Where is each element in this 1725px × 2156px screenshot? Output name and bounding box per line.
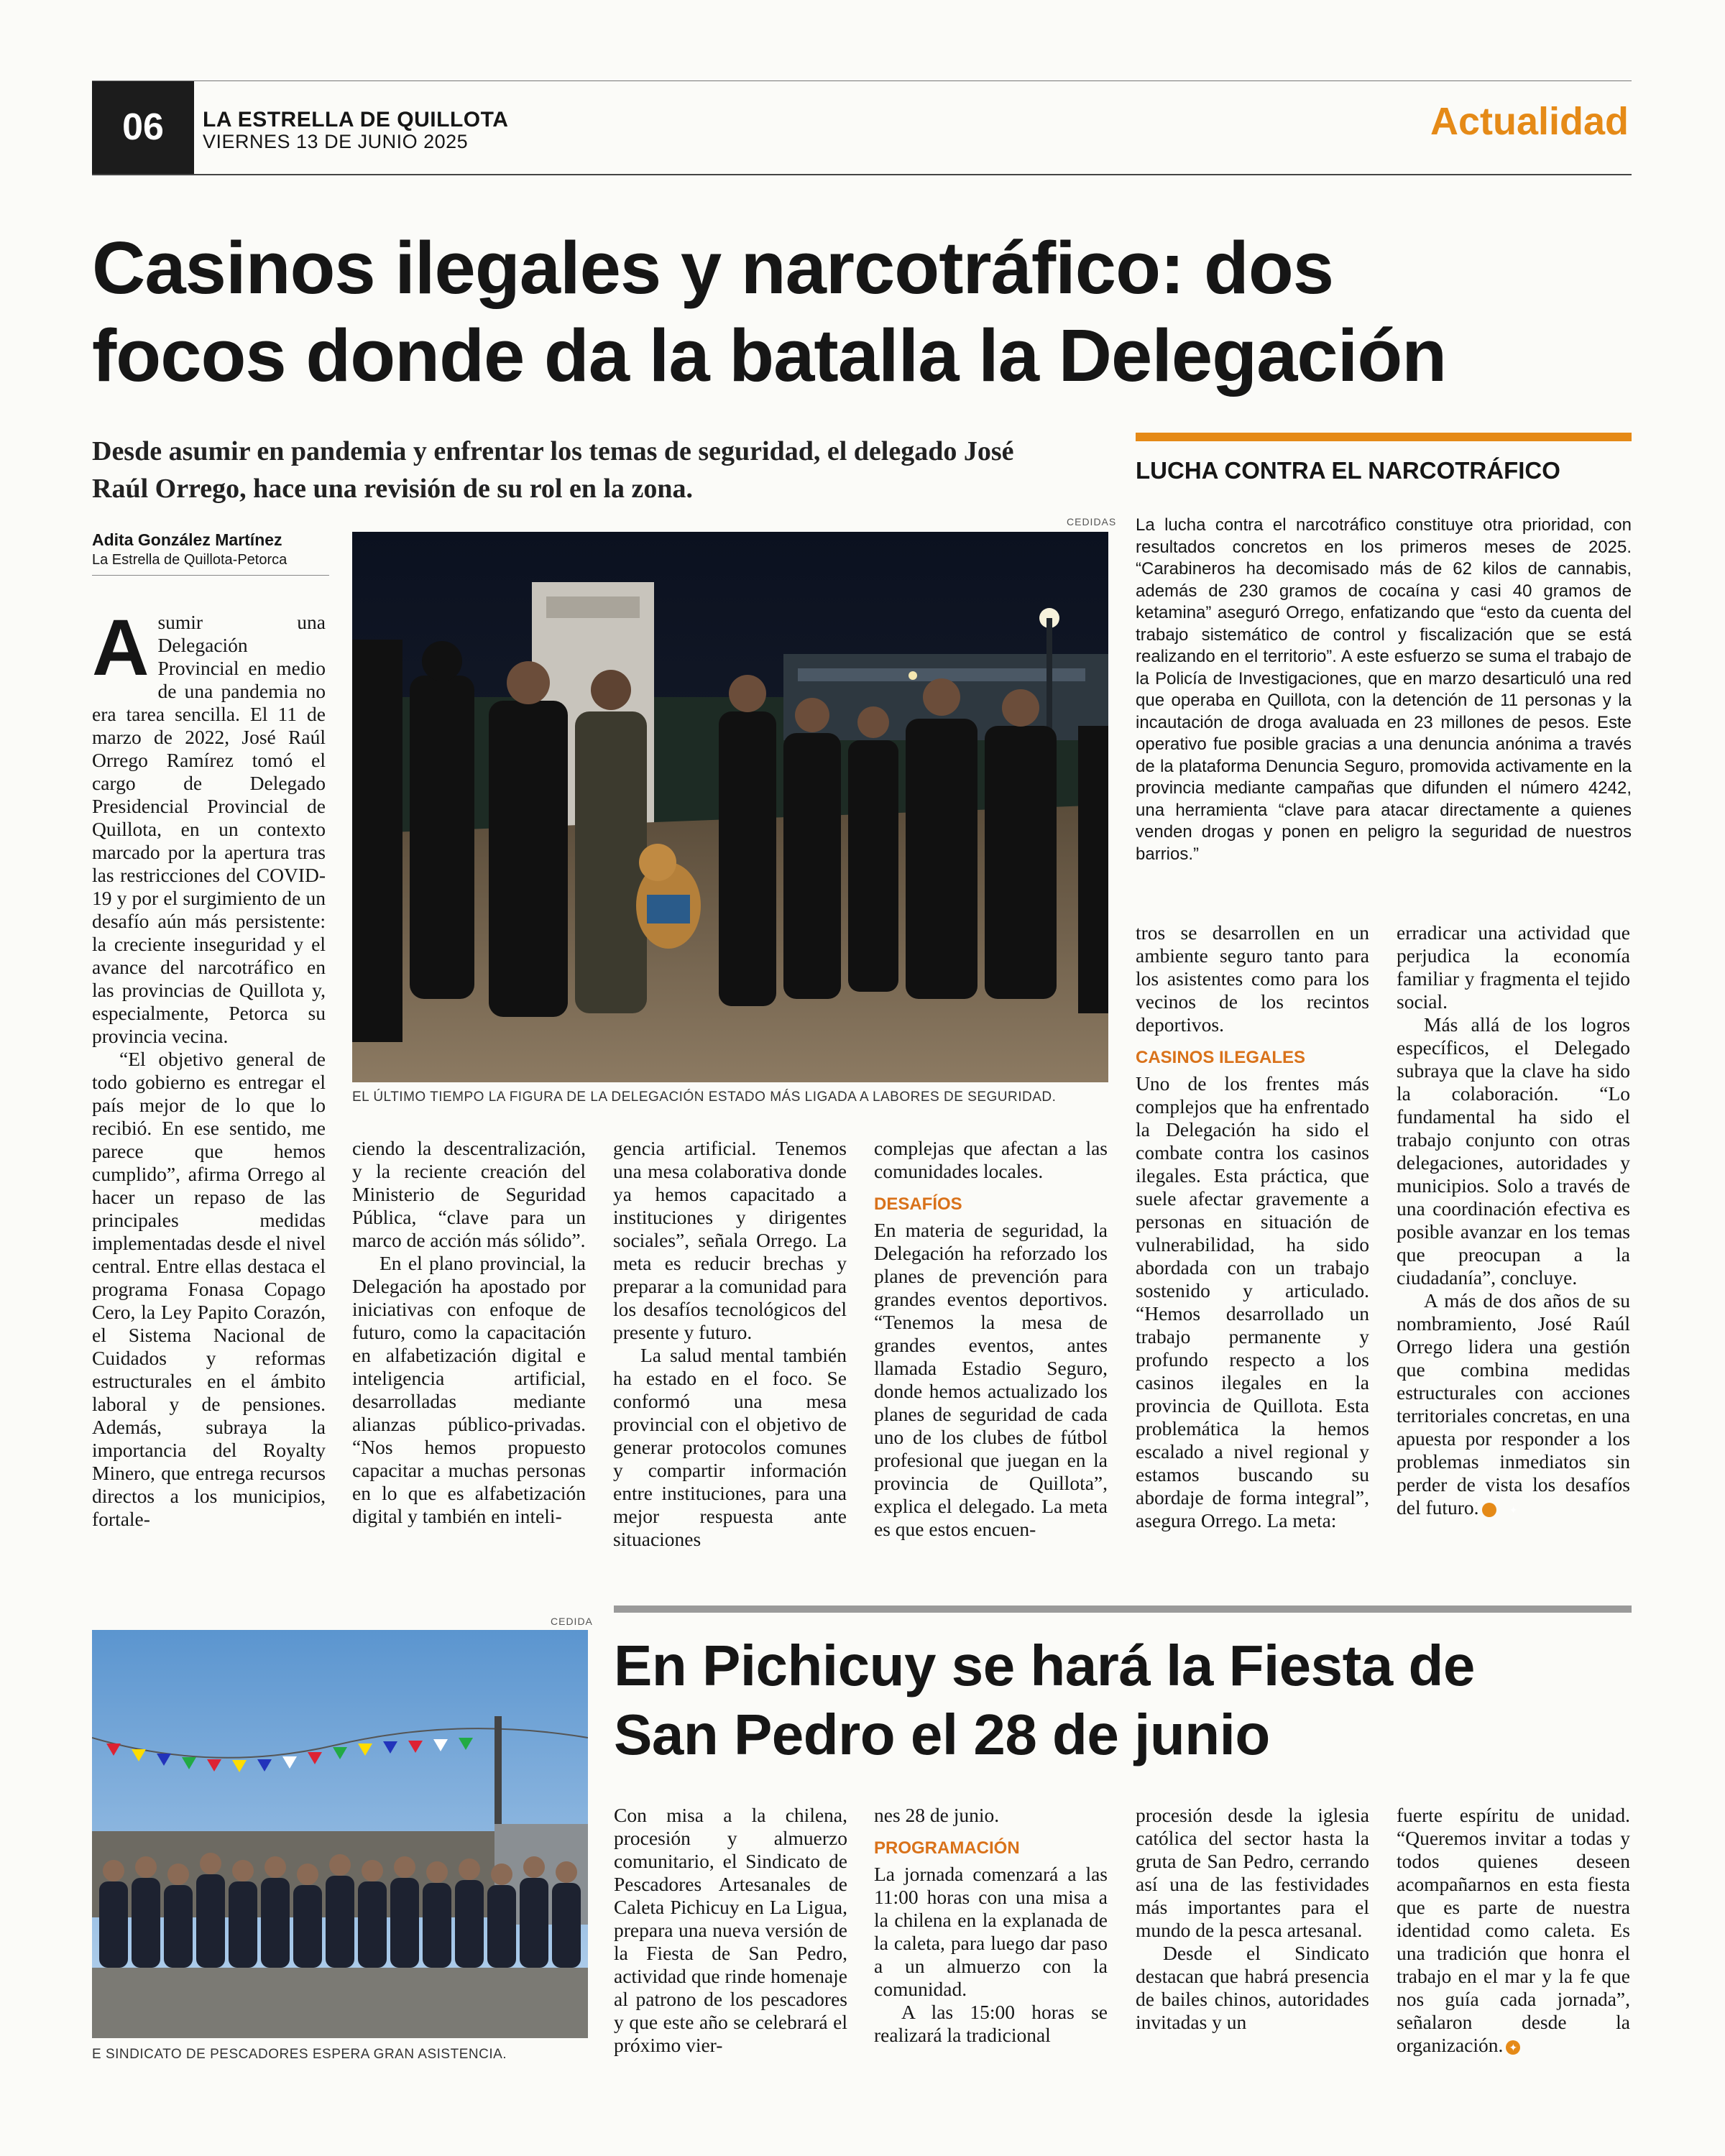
subhead-programacion: PROGRAMACIÓN xyxy=(874,1838,1020,1858)
a2-col3-paragraph-1: procesión desde la iglesia católica del sector hasta la gruta de San Pedro, cerrando así una de las festividades más importantes para el mundo de la pesca artesanal. xyxy=(1136,1804,1369,1941)
col6-paragraph-2: Más allá de los logros específicos, el Delegado subraya que la clave ha sido la colaboración. “Lo fundamental ha sido el trabajo conjunto con otras delegaciones, autoridades y municipios. Solo a través de una coordinación efectiva es posible avanzar en los temas que preocupan a la ciudadanía”, concluye. xyxy=(1397,1013,1630,1289)
col3-paragraph-2: La salud mental también ha estado en el foco. Se conformó una mesa provincial con el objetivo de generar protocolos comunes y compartir información entre instituciones, para una mejor respuesta ante situaciones xyxy=(613,1344,847,1550)
section-label: Actualidad xyxy=(1430,100,1629,143)
col4-paragraph-2: En materia de seguridad, la Delegación ha reforzado los planes de prevención para grandes eventos deportivos. “Tenemos la mesa de grandes eventos, antes llamada Estadio Seguro, donde hemos actualizado los planes de seguridad de cada uno de los clubes de fútbol profesional que juegan en la provincia de Quillota”, explica el delegado. La meta es que estos encuen- xyxy=(874,1219,1108,1540)
col5-paragraph-2: Uno de los frentes más complejos que ha enfrentado la Delegación ha sido el combate contra los casinos ilegales. Esta práctica, que suele afectar gravemente a personas en situación de vulnerabilidad, ha sido abordada con un trabajo sostenido y articulado. “Hemos desarrollado un trabajo permanente y profundo respecto a los casinos ilegales en la provincia de Quillota. Esta problemática la hemos escalado a nivel regional y estamos buscando su abordaje de forma integral”, asegura Orrego. La meta: xyxy=(1136,1072,1369,1531)
article1-col1 xyxy=(92,604,326,1531)
photo2-credit: CEDIDA xyxy=(551,1616,593,1627)
col1-paragraph-1: Asumir una Delegación Provincial en medio de una pandemia no era tarea sencilla. El 11 de marzo de 2022, José Raúl Orrego Ramírez tomó el cargo de Delegado Presidencial Provincial de Quillota, en un contexto marcado por la apertura tras las restricciones del COVID-19 y por el surgimiento de un desafío aún más persistente: la creciente inseguridad y el avance del narcotráfico en las provincias de Quillota y, especialmente, Petorca su provincia vecina. xyxy=(92,604,326,1047)
top-rule xyxy=(92,80,1632,81)
sidebar-accent-bar xyxy=(1136,433,1632,441)
col3-paragraph-1: gencia artificial. Tenemos una mesa colaborativa donde ya hemos capacitado a instituciones y dirigentes sociales”, señala Orrego. La meta es reducir brechas y preparar a la comunidad para los desafíos tecnológicos del presente y futuro. xyxy=(613,1137,847,1343)
header-rule xyxy=(92,174,1632,175)
subhead-casinos: CASINOS ILEGALES xyxy=(1136,1048,1306,1067)
article-separator xyxy=(614,1606,1632,1613)
main-photo xyxy=(352,532,1108,1082)
sidebar-text: La lucha contra el narcotráfico constituye otra prioridad, con resultados concretos en los primeros meses de 2025. “Carabineros ha decomisado más de 62 kilos de cannabis, además de 230 gramos de cocaína y casi 40 gramos de ketamina” aseguró Orrego, enfatizando que “esto da cuenta del trabajo sistemático de control y fiscalización que se está realizando en el territorio”. A este esfuerzo se suma el trabajo de la Policía de Investigaciones, que en marzo desarticuló una red que operaba en Quillota, con la detención de 11 personas y la incautación de droga avaluada en 23 millones de pesos. Este operativo fue posible gracias a una denuncia anónima a través de la plataforma Denuncia Seguro, promovida activamente en la provincia mediante campañas que difunden el número 4242, una herramienta “clave para atacar directamente a quienes venden drogas y ponen en peligro la seguridad de nuestros barrios.” xyxy=(1136,515,1632,864)
col5-paragraph-1: tros se desarrollen en un ambiente seguro tanto para los asistentes como para los vecinos de los recintos deportivos. xyxy=(1136,921,1369,1036)
fishermen-group-photo-illustration xyxy=(92,1630,588,2038)
article2-col1 xyxy=(614,1804,847,2057)
col4-paragraph-1: complejas que afectan a las comunidades locales. xyxy=(874,1137,1108,1182)
article1-col4 xyxy=(874,1137,1108,1541)
secondary-headline-line1: En Pichicuy se hará la Fiesta de xyxy=(614,1634,1475,1697)
article2-col4 xyxy=(1397,1804,1630,2057)
a2-col1-paragraph: Con misa a la chilena, procesión y almuerzo comunitario, el Sindicato de Pescadores Artesanales de Caleta Pichicuy en La Ligua, prepara una nueva versión de la Fiesta de San Pedro, actividad que rinde homenaje al patrono de los pescadores y que este año se celebrará el próximo vier- xyxy=(614,1804,847,2056)
main-headline xyxy=(92,224,1637,400)
a2-col3-paragraph-2: Desde el Sindicato destacan que habrá presencia de bailes chinos, autoridades invitadas y un xyxy=(1136,1942,1369,2033)
article1-col6 xyxy=(1397,921,1630,1519)
subhead-desafios: DESAFÍOS xyxy=(874,1194,962,1214)
fiesta-photo xyxy=(92,1630,588,2038)
end-mark-icon: ✦ xyxy=(1482,1503,1496,1517)
main-headline-line2: focos donde da la batalla la Delegación xyxy=(92,314,1447,397)
col6-paragraph-1: erradicar una actividad que perjudica la economía familiar y fragmenta el tejido social. xyxy=(1397,921,1630,1013)
article1-col2 xyxy=(352,1137,586,1528)
col2-paragraph-2: En el plano provincial, la Delegación ha apostado por iniciativas con enfoque de futuro, como la capacitación en alfabetización digital e inteligencia artificial, desarrolladas mediante alianzas público-privadas. “Nos hemos propuesto capacitar a muchas personas en lo que es alfabetización digital y también en inteli- xyxy=(352,1252,586,1527)
end-mark-icon: ✦ xyxy=(1506,2040,1520,2055)
a2-col2-paragraph-2: La jornada comenzará a las 11:00 horas con una misa a la chilena en la explanada de la caleta, para luego dar paso a un almuerzo con la comunidad. xyxy=(874,1863,1108,2000)
a2-col2-paragraph-3: A las 15:00 horas se realizará la tradicional xyxy=(874,2001,1108,2046)
article2-col3 xyxy=(1136,1804,1369,2034)
issue-date: VIERNES 13 DE JUNIO 2025 xyxy=(203,131,469,152)
article2-col2 xyxy=(874,1804,1108,2047)
author-org: La Estrella de Quillota-Petorca xyxy=(92,552,288,568)
main-headline-line1: Casinos ilegales y narcotráfico: dos xyxy=(92,226,1334,309)
fiesta-photo-caption: E SINDICATO DE PESCADORES ESPERA GRAN ASISTENCIA. xyxy=(92,2047,507,2062)
a2-col4-paragraph: fuerte espíritu de unidad. “Queremos invitar a todas y todos quienes deseen acompañarnos en esta fiesta que es parte de nuestra identidad como caleta. Es una tradición que honra el trabajo en el mar y la fe que nos guía cada jornada”, señalaron desde la organización. ✦ xyxy=(1397,1804,1630,2056)
byline-rule xyxy=(92,575,329,576)
newspaper-name: LA ESTRELLA DE QUILLOTA xyxy=(203,108,509,132)
col6-paragraph-3: A más de dos años de su nombramiento, José Raúl Orrego lidera una gestión que combina medidas estructurales con acciones territoriales concretas, en una apuesta por responder a los problemas inmediatos sin perder de vista los desafíos del futuro. ✦ xyxy=(1397,1289,1630,1519)
night-plaza-photo-illustration xyxy=(352,532,1108,1082)
article1-col3 xyxy=(613,1137,847,1551)
main-photo-caption: EL ÚLTIMO TIEMPO LA FIGURA DE LA DELEGACIÓN ESTADO MÁS LIGADA A LABORES DE SEGURIDAD. xyxy=(352,1089,1057,1105)
secondary-headline xyxy=(614,1631,1634,1769)
dropcap: A xyxy=(92,604,150,692)
article1-col5 xyxy=(1136,921,1369,1532)
a2-col2-paragraph-1: nes 28 de junio. xyxy=(874,1804,1000,1826)
page-number: 06 xyxy=(92,80,194,174)
author-name: Adita González Martínez xyxy=(92,530,282,549)
sidebar-title: LUCHA CONTRA EL NARCOTRÁFICO xyxy=(1136,457,1560,484)
col2-paragraph-1: ciendo la descentralización, y la reciente creación del Ministerio de Seguridad Pública, “clave para un marco de acción más sólido”. xyxy=(352,1137,586,1251)
col1-paragraph-2: “El objetivo general de todo gobierno es entregar el país mejor de lo que lo recibió. En ese sentido, me parece que hemos cumplido”, afirma Orrego al hacer un repaso de las principales medidas implementadas desde el nivel central. Entre ellas destaca el programa Fonasa Copago Cero, la Ley Papito Corazón, el Sistema Nacional de Cuidados y reformas estructurales en el ámbito laboral y de pensiones. Además, subraya la importancia del Royalty Minero, que entrega recursos directos a los municipios, fortale- xyxy=(92,1048,326,1530)
photo-credit: CEDIDAS xyxy=(1067,516,1117,528)
secondary-headline-line2: San Pedro el 28 de junio xyxy=(614,1703,1270,1766)
article-deck: Desde asumir en pandemia y enfrentar los temas de seguridad, el delegado José Raúl Orrego, hace una revisión de su rol en la zona. xyxy=(92,436,1014,504)
